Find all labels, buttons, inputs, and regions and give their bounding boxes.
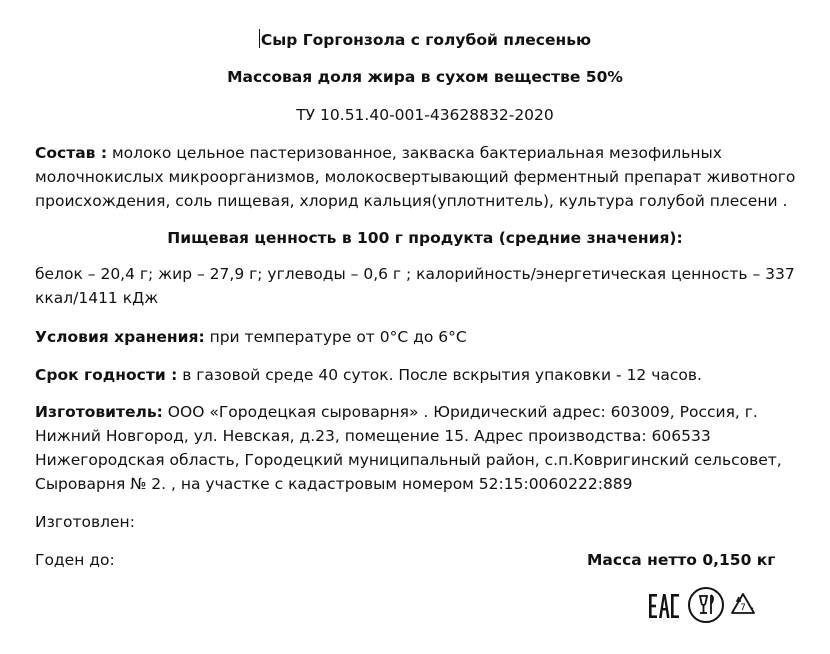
storage-text: при температуре от 0°С до 6°С <box>204 328 467 346</box>
product-title-text: Сыр Горгонзола с голубой плесенью <box>260 31 592 49</box>
eac-mark-icon <box>649 591 679 621</box>
shelf-life-text: в газовой среде 40 суток. После вскрытия упаковки - 12 часов. <box>177 366 702 384</box>
recycle-icon <box>729 591 757 619</box>
shelf-life-paragraph <box>35 363 820 387</box>
net-weight: Масса нетто 0,150 кг <box>587 551 776 569</box>
manufacturer-paragraph <box>35 400 820 496</box>
text-cursor <box>259 29 260 48</box>
composition-label: Состав : <box>35 144 108 162</box>
standard-code: ТУ 10.51.40-001-43628832-2020 <box>296 106 554 124</box>
composition-text: молоко цельное пастеризованное, закваска бактериальная мезофильных молочнокислых микроорганизмов, молокосвертывающий ферментный препарат животного происхождения, соль пищевая, хлорид кальция(уплотнитель), культура голубой плесени . <box>35 144 796 210</box>
storage-label: Условия хранения: <box>35 328 205 346</box>
certification-marks <box>647 586 757 626</box>
composition-paragraph <box>35 141 820 213</box>
fat-content-line: Массовая доля жира в сухом веществе 50% <box>227 68 623 86</box>
nutrition-text: белок – 20,4 г; жир – 27,9 г; углеводы – 0,6 г ; калорийность/энергетическая ценность – 337 ккал/1411 кДж <box>35 265 795 307</box>
manufacturer-label: Изготовитель: <box>35 403 163 421</box>
product-title <box>0 28 830 52</box>
produced-date-label: Изготовлен: <box>35 513 135 531</box>
food-contact-icon <box>687 586 725 624</box>
best-before-label: Годен до: <box>35 551 115 569</box>
nutrition-heading: Пищевая ценность в 100 г продукта (средние значения): <box>167 229 683 247</box>
manufacturer-text: ООО «Городецкая сыроварня» . Юридический адрес: 603009, Россия, г. Нижний Новгород, ул. Невская, д.23, помещение 15. Адрес производства: 606533 Нижегородская область, Городецкий муниципальный район, с.п.Ковригинский сельсовет, Сыроварня № 2. , на участке с кадастровым номером 52:15:0060222:889 <box>35 403 782 493</box>
storage-paragraph <box>35 325 820 349</box>
shelf-life-label: Срок годности : <box>35 366 178 384</box>
recycle-number: 7 <box>740 603 746 613</box>
